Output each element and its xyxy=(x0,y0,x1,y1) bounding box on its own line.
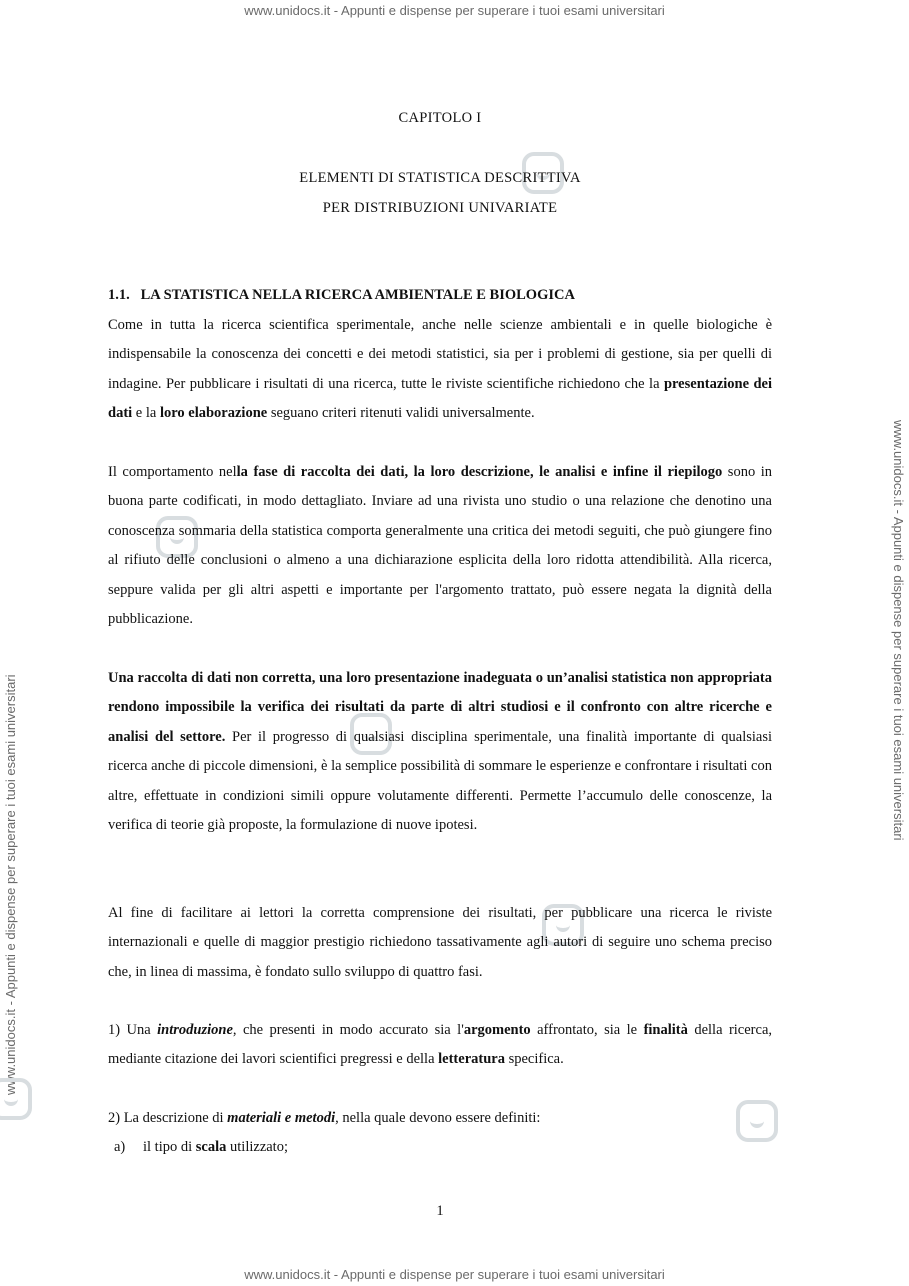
bold-run: presentazione dei dati xyxy=(108,375,772,422)
text-run: Il comportamento nel xyxy=(108,464,237,480)
bold-run: loro elaborazione xyxy=(159,405,268,422)
chapter-label: CAPITOLO I xyxy=(398,110,482,126)
bold-run: letteratura xyxy=(438,1051,505,1068)
text-run: e la xyxy=(132,405,160,422)
text-run: seguano criteri ritenuti validi universalmente. xyxy=(267,405,535,422)
paragraph-3 xyxy=(108,664,772,840)
list-item xyxy=(114,1133,288,1162)
watermark-right: www.unidocs.it - Appunti e dispense per superare i tuoi esami universitari xyxy=(891,420,906,841)
section-heading: 1.1. LA STATISTICA NELLA RICERCA AMBIENTALE E BIOLOGICA xyxy=(108,287,575,303)
text-run: , nella quale devono essere definiti: xyxy=(335,1110,541,1126)
text-run: 1) Una xyxy=(108,1022,158,1038)
watermark-left: www.unidocs.it - Appunti e dispense per superare i tuoi esami universitari xyxy=(3,674,18,1095)
list-marker: a) xyxy=(114,1139,126,1155)
paragraph-2 xyxy=(108,458,772,634)
text-run: affrontato, sia le xyxy=(530,1022,644,1038)
chapter-title-line2: PER DISTRIBUZIONI UNIVARIATE xyxy=(322,200,558,216)
bold-italic-run: introduzione xyxy=(157,1022,233,1038)
text-run: Al fine di facilitare ai lettori la corretta comprensione dei risultati, per pubblicare una ricerca le riviste internazionali e quelle di maggior prestigio richiedono tassativamente agli autori di seguire uno schema preciso che, in linea di massima, è fondato sullo sviluppo di quattro fasi. xyxy=(108,905,772,980)
text-run: 2) La descrizione di xyxy=(108,1110,228,1126)
bold-run: Una raccolta di dati non corretta, una loro presentazione inadeguata o un’analisi statistica non appropriata rendono impossibile la verifica dei risultati da parte di altri studiosi e il confronto con altre ricerche e analisi del settore. xyxy=(108,670,772,745)
paragraph-5 xyxy=(108,1016,772,1075)
text-run: , che presenti in modo accurato sia l' xyxy=(232,1022,464,1038)
paragraph-6 xyxy=(108,1104,772,1133)
text-run: sono in buona parte codificati, in modo dettagliato. Inviare ad una rivista uno studio o una relazione che denotino una conoscenza sommaria della statistica comporta generalmente una critica dei metodi seguiti, che può giungere fino al rifiuto delle conclusioni o almeno a una dichiarazione esplicita della loro ridotta attendibilità. Alla ricerca, seppure valida per gli altri aspetti e importante per l'argomento trattato, può essere negata la dignità della pubblicazione. xyxy=(108,464,773,628)
text-run: specifica. xyxy=(504,1051,564,1068)
bold-run: argomento xyxy=(463,1022,531,1038)
paragraph-4 xyxy=(108,899,772,987)
paragraph-1 xyxy=(108,311,772,429)
watermark-logo-icon xyxy=(0,1078,32,1120)
text-run: della ricerca, mediante citazione dei lavori scientifici pregressi e della xyxy=(108,1022,772,1068)
bold-italic-run: materiali e metodi xyxy=(227,1110,336,1126)
text-run: Per il progresso di qualsiasi disciplina sperimentale, una finalità importante di qualsiasi ricerca anche di piccole dimensioni, è la semplice possibilità di sommare le esperienze e confrontare i risultati con altre, effettuate in condizioni simili oppure volutamente differenti. Permette l’accumulo delle conoscenze, la verifica di teorie già proposte, la formulazione di nuove ipotesi. xyxy=(108,728,772,834)
bold-run: finalità xyxy=(643,1022,688,1038)
text-run: il tipo di xyxy=(143,1139,196,1155)
text-run: utilizzato; xyxy=(226,1139,288,1155)
watermark-bottom: www.unidocs.it - Appunti e dispense per superare i tuoi esami universitari xyxy=(244,1267,665,1282)
bold-run: la fase di raccolta dei dati, la loro descrizione, le analisi e infine il riepilogo xyxy=(236,464,723,480)
text-run: Come in tutta la ricerca scientifica sperimentale, anche nelle scienze ambientali e in quelle biologiche è indispensabile la conoscenza dei concetti e dei metodi statistici, sia per i problemi di gestione, sia per quelli di indagine. Per pubblicare i risultati di una ricerca, tutte le riviste scientifiche richiedono che la xyxy=(108,317,772,392)
watermark-top: www.unidocs.it - Appunti e dispense per superare i tuoi esami universitari xyxy=(244,3,665,18)
page-number: 1 xyxy=(436,1203,444,1219)
chapter-title-line1: ELEMENTI DI STATISTICA DESCRITTIVA xyxy=(299,170,581,186)
bold-run: scala xyxy=(195,1139,227,1155)
